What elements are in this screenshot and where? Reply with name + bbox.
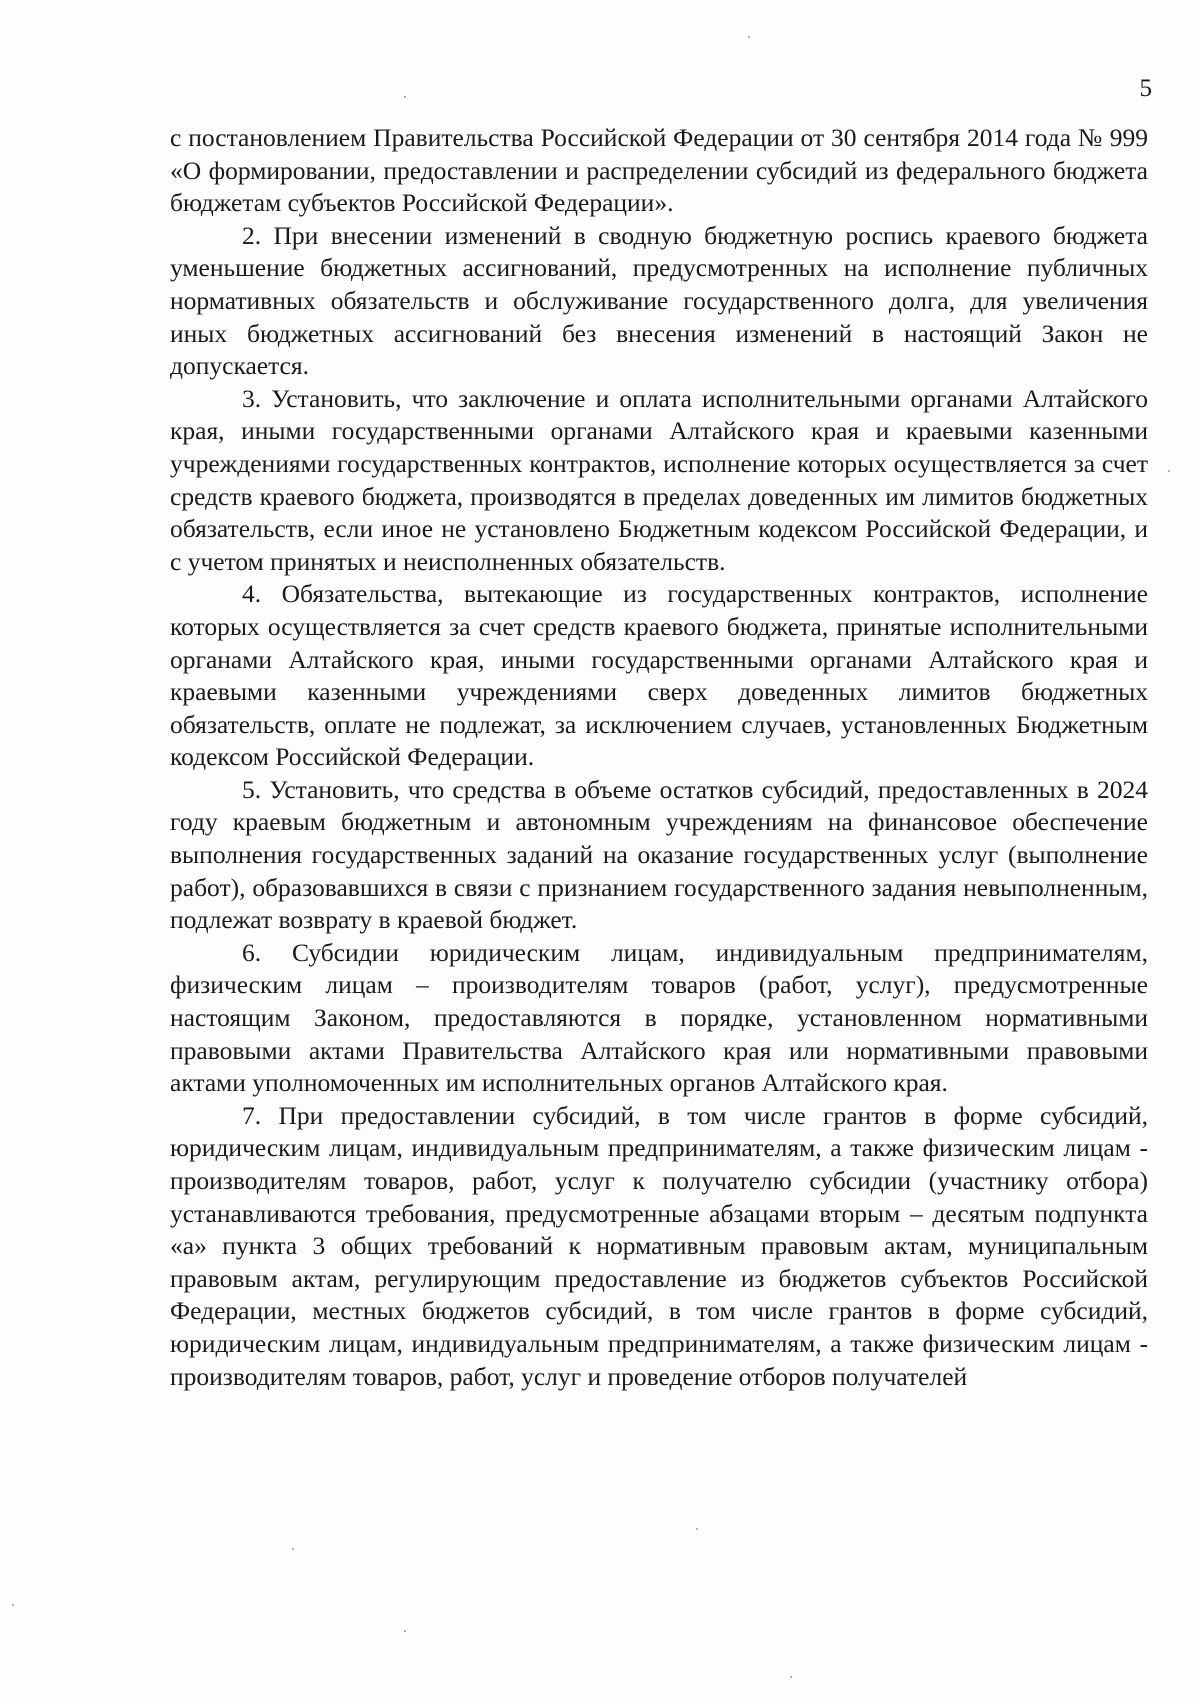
page-number: 5	[1139, 75, 1152, 102]
scan-speck	[790, 1676, 792, 1678]
document-body	[170, 122, 1148, 1393]
paragraph-item-4: 4. Обязательства, вытекающие из государственных контрактов, исполнение которых осуществляется за счет средств краевого бюджета, принятые исполнительными органами Алтайского края, иными государственными органами Алтайского края и краевыми казенными учреждениями сверх доведенных лимитов бюджетных обязательств, оплате не подлежат, за исключением случаев, установленных Бюджетным кодексом Российской Федерации.	[170, 579, 1148, 772]
paragraph-item-6: 6. Субсидии юридическим лицам, индивидуальным предпринимателям, физическим лицам – производителям товаров (работ, услуг), предусмотренные настоящим Законом, предоставляются в порядке, установленном нормативными правовыми актами Правительства Алтайского края или нормативными правовыми актами уполномоченных им исполнительных органов Алтайского края.	[170, 937, 1148, 1098]
paragraph-intro: с постановлением Правительства Российской Федерации от 30 сентября 2014 года № 999 «О формировании, предоставлении и распределении субсидий из федерального бюджета бюджетам субъектов Российской Федерации».	[170, 123, 1148, 218]
scan-speck	[292, 1548, 294, 1550]
paragraph-item-2: 2. При внесении изменений в сводную бюджетную роспись краевого бюджета уменьшение бюджетных ассигнований, предусмотренных на исполнение публичных нормативных обязательств и обслуживание государственного долга, для увеличения иных бюджетных ассигнований без внесения изменений в настоящий Закон не допускается.	[170, 220, 1148, 381]
paragraph-item-3: 3. Установить, что заключение и оплата исполнительными органами Алтайского края, иными государственными органами Алтайского края и краевыми казенными учреждениями государственных контрактов, исполнение которых осуществляется за счет средств краевого бюджета, производятся в пределах доведенных им лимитов бюджетных обязательств, если иное не установлено Бюджетным кодексом Российской Федерации, и с учетом принятых и неисполненных обязательств.	[170, 383, 1148, 576]
scan-speck	[696, 1528, 698, 1530]
scan-speck	[748, 36, 750, 38]
scan-speck	[1168, 470, 1170, 472]
scan-speck	[12, 1604, 14, 1606]
scan-speck	[404, 96, 406, 98]
paragraph-item-5: 5. Установить, что средства в объеме остатков субсидий, предоставленных в 2024 году краевым бюджетным и автономным учреждениям на финансовое обеспечение выполнения государственных заданий на оказание государственных услуг (выполнение работ), образовавшихся в связи с признанием государственного задания невыполненным, подлежат возврату в краевой бюджет.	[170, 774, 1148, 935]
paragraph-item-7: 7. При предоставлении субсидий, в том числе грантов в форме субсидий, юридическим лицам, индивидуальным предпринимателям, а также физическим лицам - производителям товаров, работ, услуг к получателю субсидии (участнику отбора) устанавливаются требования, предусмотренные абзацами вторым – десятым подпункта «а» пункта 3 общих требований к нормативным правовым актам, муниципальным правовым актам, регулирующим предоставление из бюджетов субъектов Российской Федерации, местных бюджетов субсидий, в том числе грантов в форме субсидий, юридическим лицам, индивидуальным предпринимателям, а также физическим лицам - производителям товаров, работ, услуг и проведение отборов получателей	[170, 1100, 1148, 1391]
scan-speck	[404, 1630, 406, 1632]
